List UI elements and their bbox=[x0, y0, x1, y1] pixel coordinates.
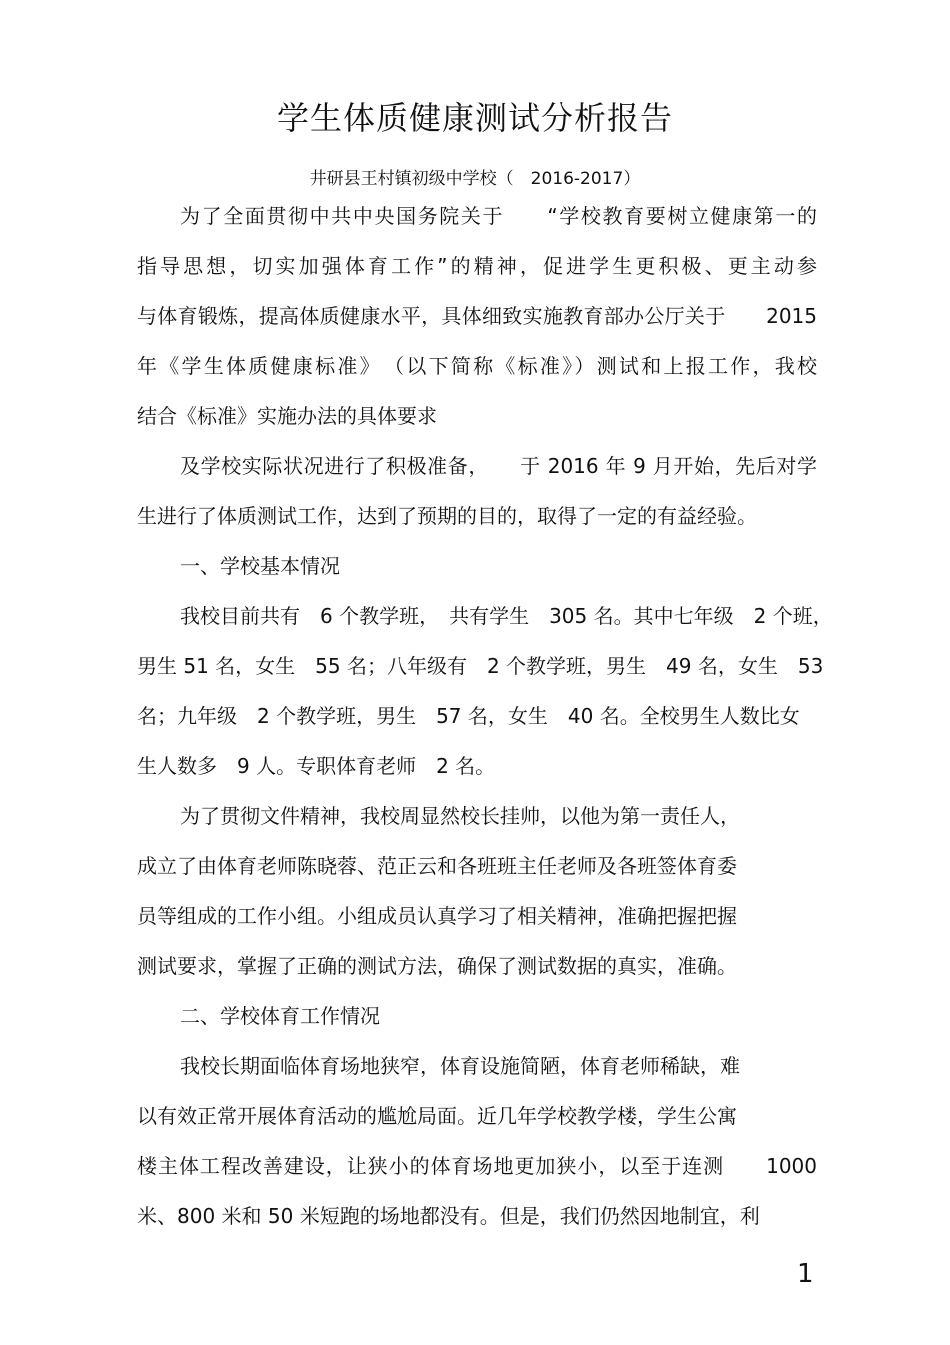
paragraph-line: 结合《标准》实施办法的具体要求 bbox=[137, 404, 437, 428]
paragraph-line: 测试要求，掌握了正确的测试方法，确保了测试数据的真实，准确。 bbox=[137, 954, 737, 978]
paragraph-line: 年《学生体质健康标准》 （以下简称《标准》）测试和上报工作，我校 bbox=[137, 354, 817, 378]
paragraph-line: 以有效正常开展体育活动的尴尬局面。近几年学校教学楼，学生公寓 bbox=[137, 1104, 737, 1128]
paragraph-line: 指导思想，切实加强体育工作”的精神，促进学生更积极、更主动参 bbox=[137, 254, 817, 278]
page-number: 1 bbox=[797, 1259, 814, 1289]
paragraph-line: 与体育锻炼，提高体质健康水平，具体细致实施教育部办公厅关于 2015 bbox=[137, 304, 817, 328]
paragraph-line: 男生 51 名，女生 55 名；八年级有 2 个教学班，男生 49 名，女生 53 bbox=[137, 654, 824, 678]
section-heading: 二、学校体育工作情况 bbox=[180, 1004, 380, 1028]
paragraph-line: 楼主体工程改善建设，让狭小的体育场地更加狭小，以至于连测 1000 bbox=[137, 1154, 817, 1178]
paragraph-line: 米、800 米和 50 米短跑的场地都没有。但是，我们仍然因地制宜，利 bbox=[137, 1204, 760, 1228]
paragraph-line: 我校长期面临体育场地狭窄，体育设施简陋，体育老师稀缺，难 bbox=[180, 1054, 740, 1078]
paragraph-line: 成立了由体育老师陈晓蓉、范正云和各班班主任老师及各班签体育委 bbox=[137, 854, 737, 878]
paragraph-line: 为了全面贯彻中共中央国务院关于 “学校教育要树立健康第一的 bbox=[180, 204, 817, 228]
paragraph-line: 名；九年级 2 个教学班，男生 57 名，女生 40 名。全校男生人数比女 bbox=[137, 704, 800, 728]
paragraph-line: 员等组成的工作小组。小组成员认真学习了相关精神，准确把握把握 bbox=[137, 904, 737, 928]
section-heading: 一、学校基本情况 bbox=[180, 554, 340, 578]
document-title: 学生体质健康测试分析报告 bbox=[276, 99, 673, 137]
paragraph-line: 生人数多 9 人。专职体育老师 2 名。 bbox=[137, 754, 496, 778]
paragraph-line: 为了贯彻文件精神，我校周显然校长挂帅，以他为第一责任人， bbox=[180, 804, 740, 828]
paragraph-line: 生进行了体质测试工作，达到了预期的目的，取得了一定的有益经验。 bbox=[137, 504, 757, 528]
paragraph-line: 及学校实际状况进行了积极准备， 于 2016 年 9 月开始，先后对学 bbox=[180, 454, 817, 478]
document-subtitle: 井研县王村镇初级中学校（ 2016-2017） bbox=[309, 169, 641, 189]
paragraph-line: 我校目前共有 6 个教学班， 共有学生 305 名。其中七年级 2 个班， bbox=[180, 604, 833, 628]
